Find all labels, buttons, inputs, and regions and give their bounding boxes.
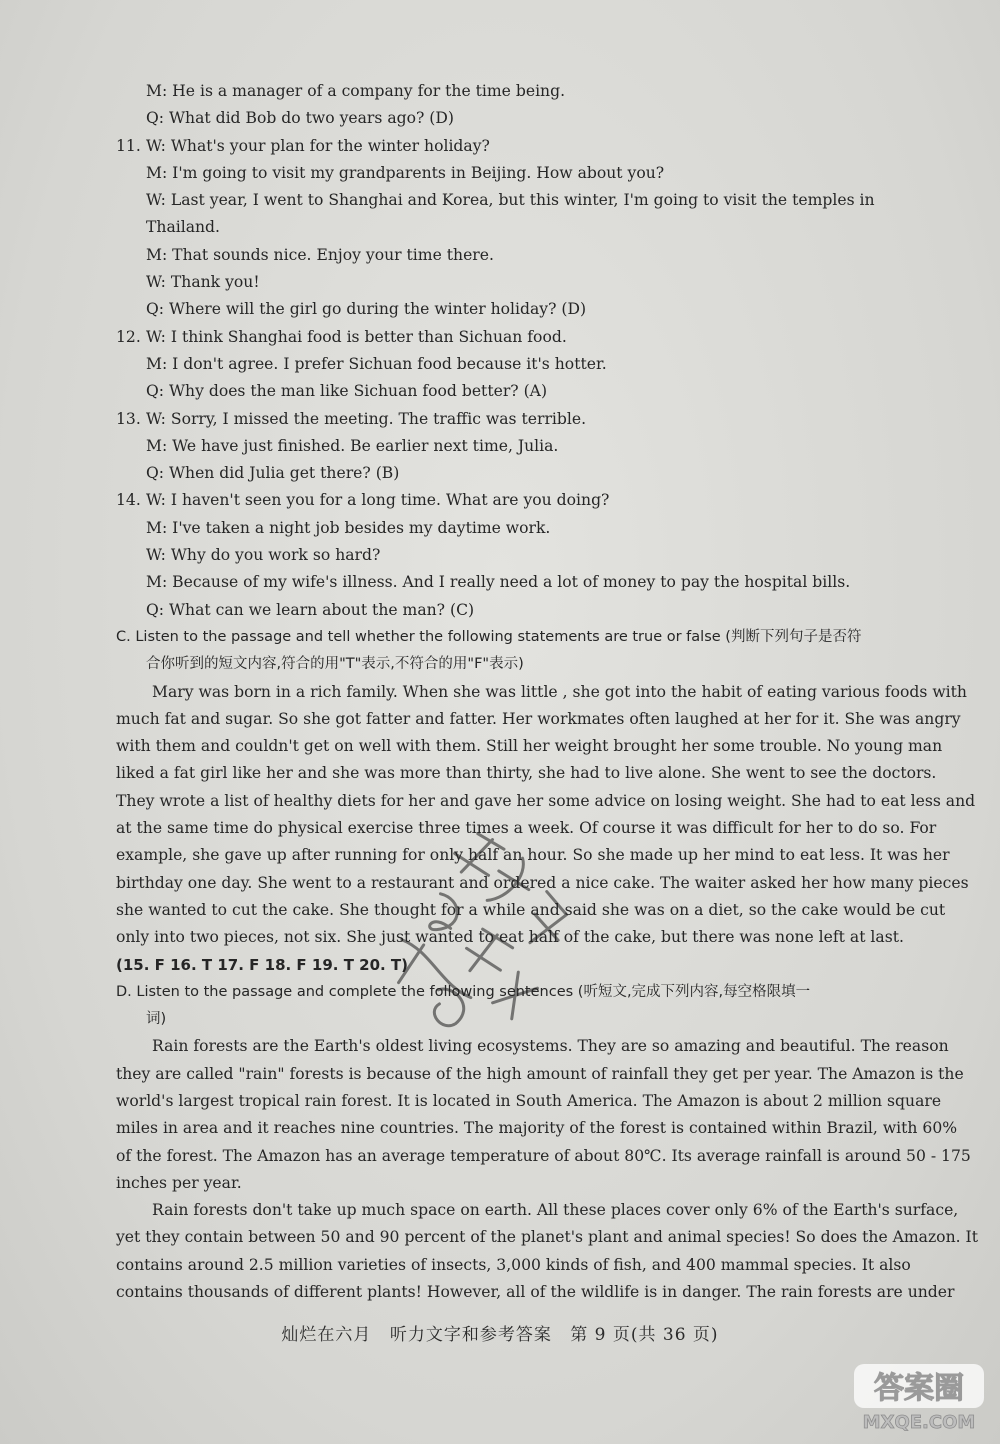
- line-text: (15. F 16. T 17. F 18. F 19. T 20. T): [116, 955, 409, 974]
- text-line: [0, 515, 1000, 542]
- text-line: [0, 378, 1000, 405]
- line-text: W: What's your plan for the winter holiday?: [146, 136, 490, 155]
- line-text: yet they contain between 50 and 90 percent of the planet's plant and animal species! So does the Amazon. It: [116, 1228, 978, 1247]
- line-text: example, she gave up after running for only half an hour. So she made up her mind to eat less. It was her: [116, 846, 950, 865]
- line-text: M: That sounds nice. Enjoy your time there.: [146, 245, 494, 264]
- line-text: Q: Why does the man like Sichuan food better? (A): [146, 382, 548, 401]
- footer-section: 听力文字和参考答案: [389, 1325, 552, 1345]
- answer-site-logo: [844, 1356, 994, 1438]
- line-text: she wanted to cut the cake. She thought for a while and said she was on a diet, so the cake would be cut: [116, 900, 946, 919]
- line-text: miles in area and it reaches nine countries. The majority of the forest is contained within Brazil, with 60%: [116, 1119, 958, 1138]
- text-line: [0, 706, 961, 733]
- line-text: Rain forests are the Earth's oldest living ecosystems. They are so amazing and beautiful. The reason: [152, 1037, 949, 1056]
- line-text: W: Last year, I went to Shanghai and Korea, but this winter, I'm going to visit the temples in: [146, 191, 875, 210]
- line-text: M: We have just finished. Be earlier next time, Julia.: [146, 436, 559, 455]
- text-line: [0, 187, 1000, 214]
- text-line: [0, 351, 1000, 378]
- text-line: [0, 296, 1000, 323]
- page-footer: [0, 1320, 1000, 1345]
- line-text: much fat and sugar. So she got fatter and fatter. Her workmates often laughed at her for it. She was angry: [116, 709, 961, 728]
- question-number: 14.: [116, 491, 141, 510]
- text-line: [0, 1279, 955, 1306]
- text-line: [0, 542, 1000, 569]
- line-text: M: I'm going to visit my grandparents in Beijing. How about you?: [146, 163, 665, 182]
- text-line: [0, 242, 1000, 269]
- text-line: [0, 1170, 900, 1197]
- text-line: [0, 433, 1000, 460]
- text-line: [0, 406, 1000, 433]
- line-text: M: Because of my wife's illness. And I really need a lot of money to pay the hospital bills.: [146, 573, 851, 592]
- line-text: W: I haven't seen you for a long time. What are you doing?: [146, 491, 610, 510]
- text-line: [0, 788, 976, 815]
- text-line: [0, 870, 969, 897]
- line-text: M: I've taken a night job besides my daytime work.: [146, 518, 551, 537]
- line-text: contains thousands of different plants! However, all of the wildlife is in danger. The rain forests are under: [116, 1283, 955, 1302]
- line-text: Q: What can we learn about the man? (C): [146, 600, 475, 619]
- text-line: [0, 160, 1000, 187]
- text-line: [0, 1115, 958, 1142]
- text-line: [0, 487, 1000, 514]
- footer-page-number: 第 9 页(共 36 页): [570, 1325, 719, 1345]
- text-line: [0, 842, 950, 869]
- text-line: [0, 105, 1000, 132]
- page-content: [0, 78, 1000, 1306]
- text-line: [0, 1252, 911, 1279]
- line-text: W: Sorry, I missed the meeting. The traffic was terrible.: [146, 409, 587, 428]
- text-line: [0, 679, 967, 706]
- text-line: [0, 1224, 978, 1251]
- svg-text:答案圈: 答案圈: [874, 1371, 964, 1406]
- text-line: [0, 979, 1000, 1006]
- question-number: 11.: [116, 136, 141, 155]
- line-text: 词): [146, 1011, 167, 1028]
- text-line: [0, 1143, 971, 1170]
- text-line: [0, 324, 1000, 351]
- question-number: 12.: [116, 327, 141, 346]
- text-line: [0, 214, 1000, 241]
- text-line: [0, 1061, 964, 1088]
- line-text: W: Thank you!: [146, 273, 260, 292]
- text-line: [0, 651, 1000, 678]
- line-text: C. Listen to the passage and tell whether the following statements are true or false (判断下列句子是否符: [116, 628, 862, 645]
- line-text: D. Listen to the passage and complete the following sentences (听短文,完成下列内容,每空格限填一: [116, 983, 811, 1000]
- line-text: W: Why do you work so hard?: [146, 546, 381, 565]
- svg-text:MXQE.COM: MXQE.COM: [862, 1412, 976, 1433]
- line-text: birthday one day. She went to a restaurant and ordered a nice cake. The waiter asked her how many pieces: [116, 873, 969, 892]
- line-text: Q: Where will the girl go during the winter holiday? (D): [146, 300, 587, 319]
- line-text: They wrote a list of healthy diets for her and gave her some advice on losing weight. She had to eat less and: [116, 791, 976, 810]
- line-text: at the same time do physical exercise three times a week. Of course it was difficult for her to do so. For: [116, 819, 937, 838]
- line-text: they are called "rain" forests is because of the high amount of rainfall they get per year. The Amazon is the: [116, 1064, 964, 1083]
- text-line: [0, 1197, 959, 1224]
- text-line: [0, 133, 1000, 160]
- line-text: 合你听到的短文内容,符合的用"T"表示,不符合的用"F"表示): [146, 656, 524, 673]
- text-line: [0, 952, 1000, 979]
- text-line: [0, 1033, 949, 1060]
- line-text: only into two pieces, not six. She just wanted to eat half of the cake, but there was none left at last.: [116, 928, 904, 947]
- line-text: Thailand.: [146, 218, 220, 237]
- text-line: [0, 569, 1000, 596]
- text-line: [0, 733, 943, 760]
- text-line: [0, 1088, 942, 1115]
- line-text: M: I don't agree. I prefer Sichuan food because it's hotter.: [146, 354, 607, 373]
- line-text: Rain forests don't take up much space on earth. All these places cover only 6% of the Earth's surface,: [152, 1201, 959, 1220]
- line-text: world's largest tropical rain forest. It is located in South America. The Amazon is about 2 million square: [116, 1091, 942, 1110]
- line-text: Mary was born in a rich family. When she was little , she got into the habit of eating various foods with: [152, 682, 967, 701]
- text-line: [0, 78, 1000, 105]
- footer-book-title: 灿烂在六月: [281, 1325, 372, 1345]
- text-line: [0, 269, 1000, 296]
- text-line: [0, 760, 937, 787]
- line-text: W: I think Shanghai food is better than Sichuan food.: [146, 327, 567, 346]
- text-line: [0, 460, 1000, 487]
- line-text: Q: What did Bob do two years ago? (D): [146, 109, 454, 128]
- text-line: [0, 897, 946, 924]
- line-text: Q: When did Julia get there? (B): [146, 464, 400, 483]
- text-line: [0, 924, 904, 951]
- line-text: M: He is a manager of a company for the time being.: [146, 82, 566, 100]
- text-line: [0, 815, 937, 842]
- text-line: [0, 1006, 1000, 1033]
- line-text: with them and couldn't get on well with them. Still her weight brought her some trouble. No young man: [116, 737, 943, 756]
- line-text: liked a fat girl like her and she was more than thirty, she had to live alone. She went to see the doctors.: [116, 764, 937, 783]
- line-text: contains around 2.5 million varieties of insects, 3,000 kinds of fish, and 400 mammal species. It also: [116, 1255, 911, 1274]
- line-text: inches per year.: [116, 1173, 242, 1192]
- text-line: [0, 597, 1000, 624]
- line-text: of the forest. The Amazon has an average temperature of about 80℃. Its average rainfall is around 50 - 175: [116, 1146, 971, 1165]
- text-line: [0, 624, 1000, 651]
- question-number: 13.: [116, 409, 141, 428]
